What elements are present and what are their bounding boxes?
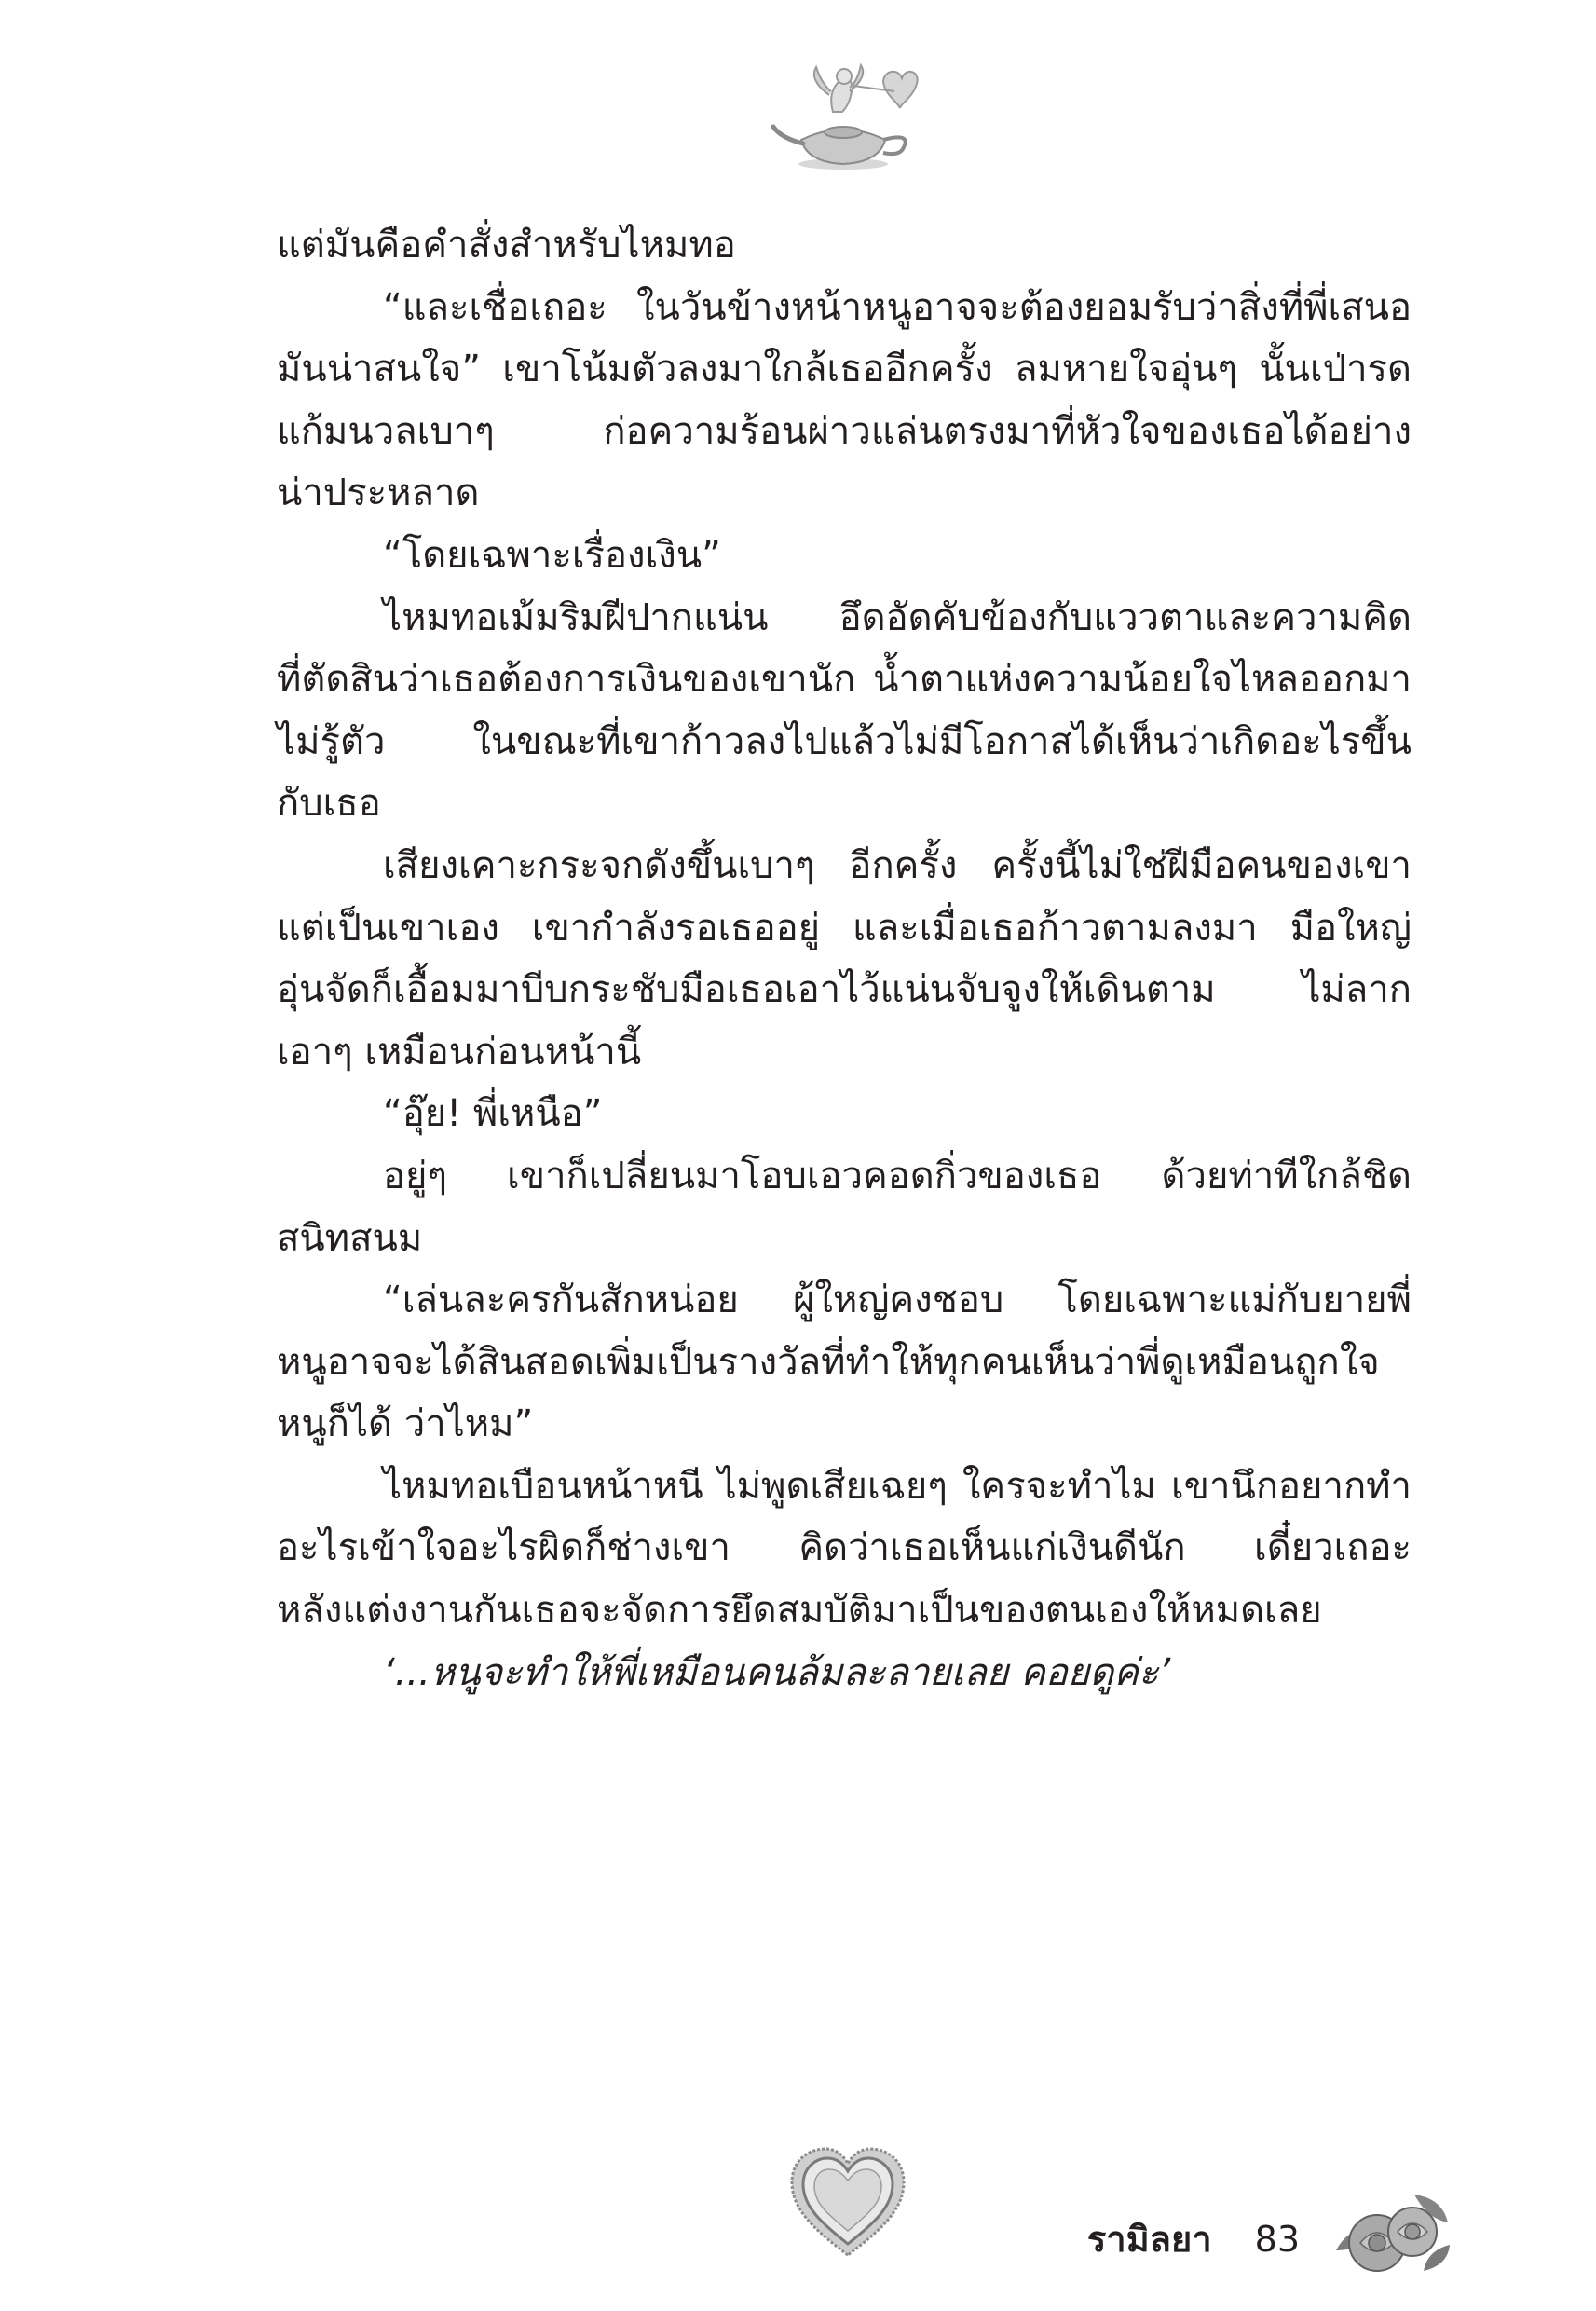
text-line: เสียงเคาะกระจกดังขึ้นเบาๆ อีกครั้ง ครั้งนี้ไม่ใช่ฝีมือคนของเขา (383, 843, 1412, 887)
author-name: รามิลยา (1086, 2219, 1212, 2260)
text-line: หลังแต่งงานกันเธอจะจัดการยึดสมบัติมาเป็นของตนเองให้หมดเลย (277, 1589, 1322, 1633)
text-line: แต่มันคือคำสั่งสำหรับไหมทอ (277, 224, 736, 267)
text-line: ที่ตัดสินว่าเธอต้องการเงินของเขานัก น้ำตาแห่งความน้อยใจไหลออกมา (277, 658, 1412, 702)
text-line: “อุ๊ย! พี่เหนือ” (383, 1092, 603, 1136)
text-line: อะไรเข้าใจอะไรผิดก็ช่างเขา คิดว่าเธอเห็นแก่เงินดีนัก เดี๋ยวเถอะ (277, 1526, 1412, 1570)
text-line: หนูก็ได้ ว่าไหม” (277, 1402, 534, 1446)
text-line: อุ่นจัดก็เอื้อมมาบีบกระชับมือเธอเอาไว้แน่นจับจูงให้เดินตาม ไม่ลาก (277, 968, 1412, 1012)
text-line: “และเชื่อเถอะ ในวันข้างหน้าหนูอาจจะต้องยอมรับว่าสิ่งที่พี่เสนอ (383, 285, 1412, 329)
text-line: ไหมทอเม้มริมฝีปากแน่น อึดอัดคับข้องกับแววตาและความคิด (383, 595, 1412, 639)
text-line: “เล่นละครกันสักหน่อย ผู้ใหญ่คงชอบ โดยเฉพาะแม่กับยายพี่ (383, 1279, 1412, 1322)
teapot-cupid-ornament-icon (764, 54, 922, 173)
body-text (277, 214, 1412, 1703)
text-line: กับเธอ (277, 782, 381, 826)
text-line: สนิทสนม (277, 1216, 423, 1260)
page-footer (1087, 2216, 1300, 2263)
text-line: เอาๆ เหมือนก่อนหน้านี้ (277, 1030, 642, 1073)
text-line: ไม่รู้ตัว ในขณะที่เขาก้าวลงไปแล้วไม่มีโอกาสได้เห็นว่าเกิดอะไรขึ้น (277, 719, 1412, 763)
text-line: แก้มนวลเบาๆ ก่อความร้อนผ่าวแล่นตรงมาที่หัวใจของเธอได้อย่าง (277, 409, 1412, 453)
text-line: น่าประหลาด (277, 472, 480, 515)
page-number: 83 (1254, 2219, 1300, 2260)
text-line: แต่เป็นเขาเอง เขากำลังรอเธออยู่ และเมื่อเธอก้าวตามลงมา มือใหญ่ (277, 906, 1412, 950)
text-line: ‘...หนูจะทำให้พี่เหมือนคนล้มละลายเลย คอยดูค่ะ’ (383, 1650, 1171, 1694)
text-line: “โดยเฉพาะเรื่องเงิน” (383, 533, 721, 577)
text-line: ไหมทอเบือนหน้าหนี ไม่พูดเสียเฉยๆ ใครจะทำไม เขานึกอยากทำ (383, 1464, 1412, 1508)
text-line: หนูอาจจะได้สินสอดเพิ่มเป็นรางวัลที่ทำให้ทุกคนเห็นว่าพี่ดูเหมือนถูกใจ (277, 1340, 1380, 1384)
heart-frame-icon (788, 2145, 907, 2259)
text-line: อยู่ๆ เขาก็เปลี่ยนมาโอบเอวคอดกิ่วของเธอ ด้วยท่าทีใกล้ชิด (383, 1154, 1412, 1197)
rose-ornament-icon (1330, 2185, 1453, 2284)
text-line: มันน่าสนใจ” เขาโน้มตัวลงมาใกล้เธออีกครั้ง ลมหายใจอุ่นๆ นั้นเป่ารด (277, 348, 1412, 391)
